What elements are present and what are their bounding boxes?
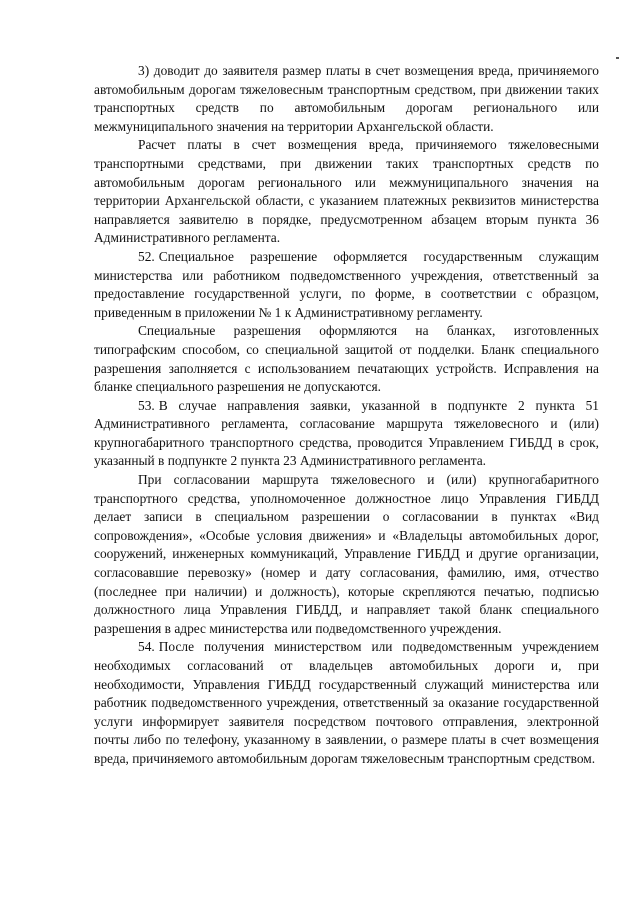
paragraph-item-3 [94,62,599,136]
paragraph-number: 53. [138,397,155,413]
paragraph-52 [94,248,599,322]
paragraph-54 [94,638,599,768]
paragraph-text: Специальное разрешение оформляется государственным служащим министерства или работником подведомственного учреждения, ответственный за предоставление государственной услуги, по форме, в соответствии с образцом, приведенным в приложении № 1 к Административному регламенту. [94,248,599,320]
paragraph-number: 52. [138,248,155,264]
paragraph-53 [94,397,599,471]
paragraph-text: При согласовании маршрута тяжеловесного и (или) крупногабаритного транспортного средства, уполномоченное должностное лицо Управления ГИБДД делает записи в специальном разрешении о согласовании в пунктах «Вид сопровождения», «Особые условия движения» и «Владельцы автомобильных дорог, сооружений, инженерных коммуникаций, Управление ГИБДД и другие организации, согласовавшие перевозку» (номер и дату согласования, фамилию, имя, отчество (последнее при наличии) и должность), которые скрепляются печатью, подписью должностного лица Управления ГИБДД, и направляет такой бланк специального разрешения в адрес министерства или подведомственного учреждения. [94,472,599,636]
paragraph-text: 3) доводит до заявителя размер платы в счет возмещения вреда, причиняемого автомобильным дорогам тяжеловесным транспортным средством, при движении таких транспортных средств по автомобильным дорогам регионального или межмуниципального значения на территории Архангельской области. [94,63,599,134]
paragraph-text: После получения министерством или подведомственным учреждением необходимых согласований от владельцев автомобильных дороги и, при необходимости, Управления ГИБДД государственный служащий министерства или работник подведомственного учреждения, ответственный за оказание государственной услуги информирует заявителя посредством почтового отправления, электронной почты либо по телефону, указанному в заявлении, о размере платы в счет возмещения вреда, причиняемого автомобильным дорогам тяжеловесным транспортным средством. [94,639,599,766]
document-page [94,62,599,769]
margin-mark [616,57,619,59]
paragraph-text: Расчет платы в счет возмещения вреда, причиняемого тяжеловесными транспортными средствами, при движении таких транспортных средств по автомобильным дорогам регионального или межмуниципального значения на территории Архангельской области, с указанием платежных реквизитов министерства направляется заявителю в порядке, предусмотренном абзацем вторым пункта 36 Административного регламента. [94,137,599,246]
paragraph-route-approval [94,471,599,638]
paragraph-number: 54. [138,639,155,655]
paragraph-text: Специальные разрешения оформляются на бланках, изготовленных типографским способом, со специальной защитой от подделки. Бланк специального разрешения заполняется с использованием печатающих устройств. Исправления на бланке специального разрешения не допускаются. [94,323,599,395]
paragraph-text: В случае направления заявки, указанной в подпункте 2 пункта 51 Административного регламента, согласование маршрута тяжеловесного и (или) крупногабаритного транспортного средства, проводится Управлением ГИБДД в срок, указанный в подпункте 2 пункта 23 Административного регламента. [94,397,599,469]
paragraph-fee-calculation [94,136,599,248]
paragraph-permit-forms [94,322,599,396]
